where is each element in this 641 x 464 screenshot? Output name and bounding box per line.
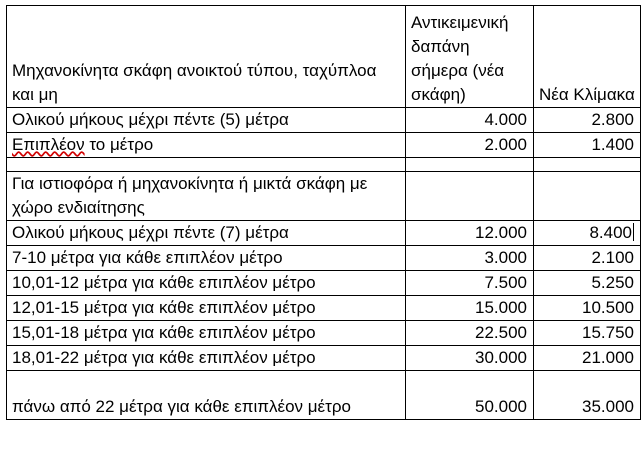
- header-new-cell: [534, 6, 641, 108]
- section-title: Για ιστιοφόρα ή μηχανοκίνητα ή μικτά σκάφη με χώρο ενδιαίτησης: [7, 172, 406, 221]
- header-category-cell: [7, 6, 406, 108]
- row-new-value: 5.250: [534, 271, 641, 296]
- table-row: [7, 346, 641, 371]
- empty-cell: [534, 172, 641, 221]
- header-current-cost: Αντικειμενική δαπάνη σήμερα (νέα σκάφη): [411, 13, 509, 104]
- blank-cell: [534, 158, 641, 172]
- row-new-value: 2.800: [534, 108, 641, 133]
- misspelled-word: Επιπλέον: [12, 135, 85, 154]
- row-current-value: 30.000: [406, 346, 534, 371]
- cost-table: [6, 5, 641, 420]
- blank-cell: [406, 158, 534, 172]
- row-new-value: 1.400: [534, 133, 641, 158]
- table-row: [7, 321, 641, 346]
- header-category: Μηχανοκίνητα σκάφη ανοικτού τύπου, ταχύπλοα και μη: [12, 61, 377, 104]
- row-current-value: 15.000: [406, 296, 534, 321]
- row-new-value: 35.000: [534, 371, 641, 420]
- header-row: [7, 6, 641, 108]
- header-new-scale: Νέα Κλίμακα: [539, 85, 635, 104]
- table-row: [7, 371, 641, 420]
- table-row: [7, 296, 641, 321]
- table-row: [7, 108, 641, 133]
- blank-cell: [7, 158, 406, 172]
- row-current-value: 7.500: [406, 271, 534, 296]
- row-new-value: 21.000: [534, 346, 641, 371]
- row-label: 15,01-18 μέτρα για κάθε επιπλέον μέτρο: [7, 321, 406, 346]
- row-current-value: 4.000: [406, 108, 534, 133]
- row-label: πάνω από 22 μέτρα για κάθε επιπλέον μέτρο: [7, 371, 406, 420]
- row-label: 18,01-22 μέτρα για κάθε επιπλέον μέτρο: [7, 346, 406, 371]
- row-new-value: 15.750: [534, 321, 641, 346]
- table-row: [7, 271, 641, 296]
- row-current-value: 3.000: [406, 246, 534, 271]
- row-current-value: 12.000: [406, 221, 534, 246]
- row-current-value: 22.500: [406, 321, 534, 346]
- row-label: 12,01-15 μέτρα για κάθε επιπλέον μέτρο: [7, 296, 406, 321]
- row-new-value: 8.400: [589, 223, 632, 242]
- row-label-rest: το μέτρο: [84, 135, 154, 154]
- blank-row: [7, 158, 641, 172]
- row-label: Ολικού μήκους μέχρι πέντε (5) μέτρα: [7, 108, 406, 133]
- row-new-value: 10.500: [534, 296, 641, 321]
- row-label: 7-10 μέτρα για κάθε επιπλέον μέτρο: [7, 246, 406, 271]
- row-label: 10,01-12 μέτρα για κάθε επιπλέον μέτρο: [7, 271, 406, 296]
- table-row: [7, 133, 641, 158]
- table-row: [7, 221, 641, 246]
- row-label: Ολικού μήκους μέχρι πέντε (7) μέτρα: [7, 221, 406, 246]
- row-current-value: 50.000: [406, 371, 534, 420]
- header-current-cell: [406, 6, 534, 108]
- empty-cell: [406, 172, 534, 221]
- row-current-value: 2.000: [406, 133, 534, 158]
- row-new-value-cell: [534, 221, 641, 246]
- row-label: [7, 133, 406, 158]
- row-new-value: 2.100: [534, 246, 641, 271]
- text-cursor: [633, 223, 634, 241]
- section-title-row: [7, 172, 641, 221]
- table-row: [7, 246, 641, 271]
